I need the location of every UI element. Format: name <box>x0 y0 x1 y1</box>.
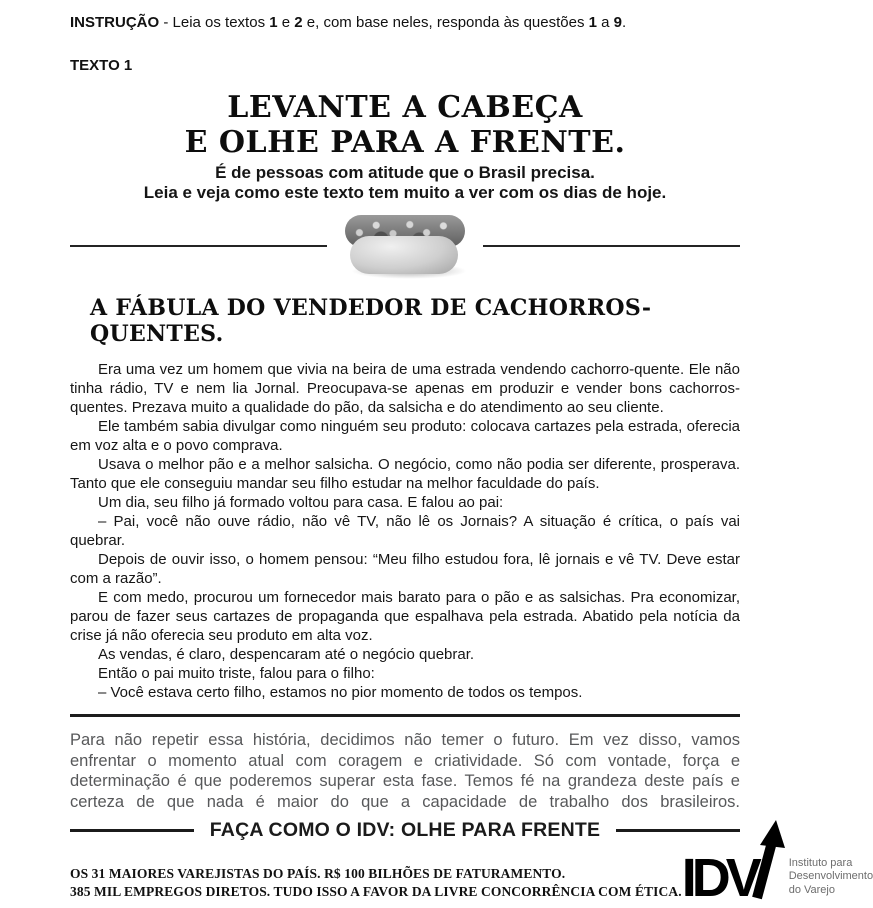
story-paragraph: Era uma vez um homem que vivia na beira de uma estrada vendendo cachorro-quente. Ele não tinha rádio, TV e nem lia Jornal. Preocupava-se apenas em produzir e vender bons cachorros-quentes. Prezava muito a qualidade do pão, da salsicha e do atendimento ao seu cliente. <box>70 361 740 416</box>
footer-stats-line-2: 385 MIL EMPREGOS DIRETOS. TUDO ISSO A FAVOR DA LIVRE CONCORRÊNCIA COM ÉTICA. <box>70 883 682 899</box>
footer-stats-line-1: OS 31 MAIORES VAREJISTAS DO PAÍS. R$ 100 BILHÕES DE FATURAMENTO. <box>70 866 566 881</box>
fable-body <box>70 360 740 702</box>
story-paragraph: – Pai, você não ouve rádio, não vê TV, não lê os Jornais? A situação é crítica, o país vai quebrar. <box>70 513 740 549</box>
hotdog-image <box>337 211 473 281</box>
footer <box>70 848 873 908</box>
idv-name-line-3: do Varejo <box>788 883 835 896</box>
idv-name-line-1: Instituto para <box>788 856 853 869</box>
divider-line-right <box>483 245 740 247</box>
fable-title: A FÁBULA DO VENDEDOR DE CACHORROS-QUENTES. <box>90 295 652 347</box>
instruction-bold-number: 1 <box>588 14 597 31</box>
texto-1-label: TEXTO 1 <box>70 57 133 74</box>
subtitle-line-2: Leia e veja como este texto tem muito a ver com os dias de hoje. <box>143 183 667 202</box>
instruction-bold-number: 9 <box>613 14 623 31</box>
story-paragraph: Um dia, seu filho já formado voltou para casa. E falou ao pai: <box>98 494 504 511</box>
section-divider-rule <box>70 714 740 717</box>
story-paragraph: Ele também sabia divulgar como ninguém seu produto: colocava cartazes pela estrada, oferecia em voz alta e o povo comprava. <box>70 418 740 454</box>
story-paragraph: Então o pai muito triste, falou para o filho: <box>98 665 375 682</box>
idv-full-name <box>789 857 873 901</box>
divider-line-left <box>70 245 327 247</box>
hotdog-divider <box>70 209 740 283</box>
closing-paragraph: Para não repetir essa história, decidimos não temer o futuro. Em vez disso, vamos enfrentar o momento atual com coragem e criatividade. Só com vontade, força e determinação é que poderemos superar esta fase. Temos fé na grandeza deste país e certeza de que nada é maior do que a capacidade de trabalho dos brasileiros. <box>70 731 740 811</box>
subtitle-line-1: É de pessoas com atitude que o Brasil precisa. <box>215 163 595 182</box>
instruction-text: e, com base neles, responda às questões <box>302 14 589 31</box>
slogan-line-left <box>70 829 194 832</box>
instruction-text: . <box>622 14 627 31</box>
idv-logo <box>681 848 873 908</box>
slogan-banner <box>70 819 740 842</box>
idv-acronym: IDV <box>681 848 757 908</box>
headline-line-2: E OLHE PARA A FRENTE. <box>184 125 626 160</box>
slogan-line-right <box>616 829 740 832</box>
story-paragraph: – Você estava certo filho, estamos no pior momento de todos os tempos. <box>98 684 583 701</box>
instruction-bold-number: 1 <box>269 14 278 31</box>
headline-line-1: LEVANTE A CABEÇA <box>227 90 583 125</box>
ad-subtitle <box>70 163 740 203</box>
ad-headline <box>70 90 740 160</box>
story-paragraph: Usava o melhor pão e a melhor salsicha. O negócio, como não podia ser diferente, prosperava. Tanto que ele conseguiu mandar seu filho estudar na melhor faculdade do país. <box>70 456 740 492</box>
instruction-separator: - <box>159 14 173 31</box>
instruction-text: a <box>596 14 614 31</box>
instruction-text: Leia os textos <box>172 14 270 31</box>
footer-stats <box>70 865 682 900</box>
idv-name-line-2: Desenvolvimento <box>788 870 873 882</box>
story-paragraph: E com medo, procurou um fornecedor mais barato para o pão e as salsichas. Pra economizar, parou de fazer seus cartazes de propaganda que espalhava pela estrada. Abatido pela notícia da crise já não oferecia seu produto em alta voz. <box>70 589 740 644</box>
story-paragraph: Depois de ouvir isso, o homem pensou: “Meu filho estudou fora, lê jornais e vê TV. Deve estar com a razão”. <box>70 551 740 587</box>
slogan-text: FAÇA COMO O IDV: OLHE PARA FRENTE <box>209 819 601 841</box>
instruction-label: INSTRUÇÃO <box>70 14 160 31</box>
hotdog-bun <box>350 236 458 274</box>
story-paragraph: As vendas, é claro, despencaram até o negócio quebrar. <box>98 646 475 663</box>
instruction-line <box>70 14 740 32</box>
instruction-text: e <box>277 14 295 31</box>
instruction-bold-number: 2 <box>294 14 303 31</box>
